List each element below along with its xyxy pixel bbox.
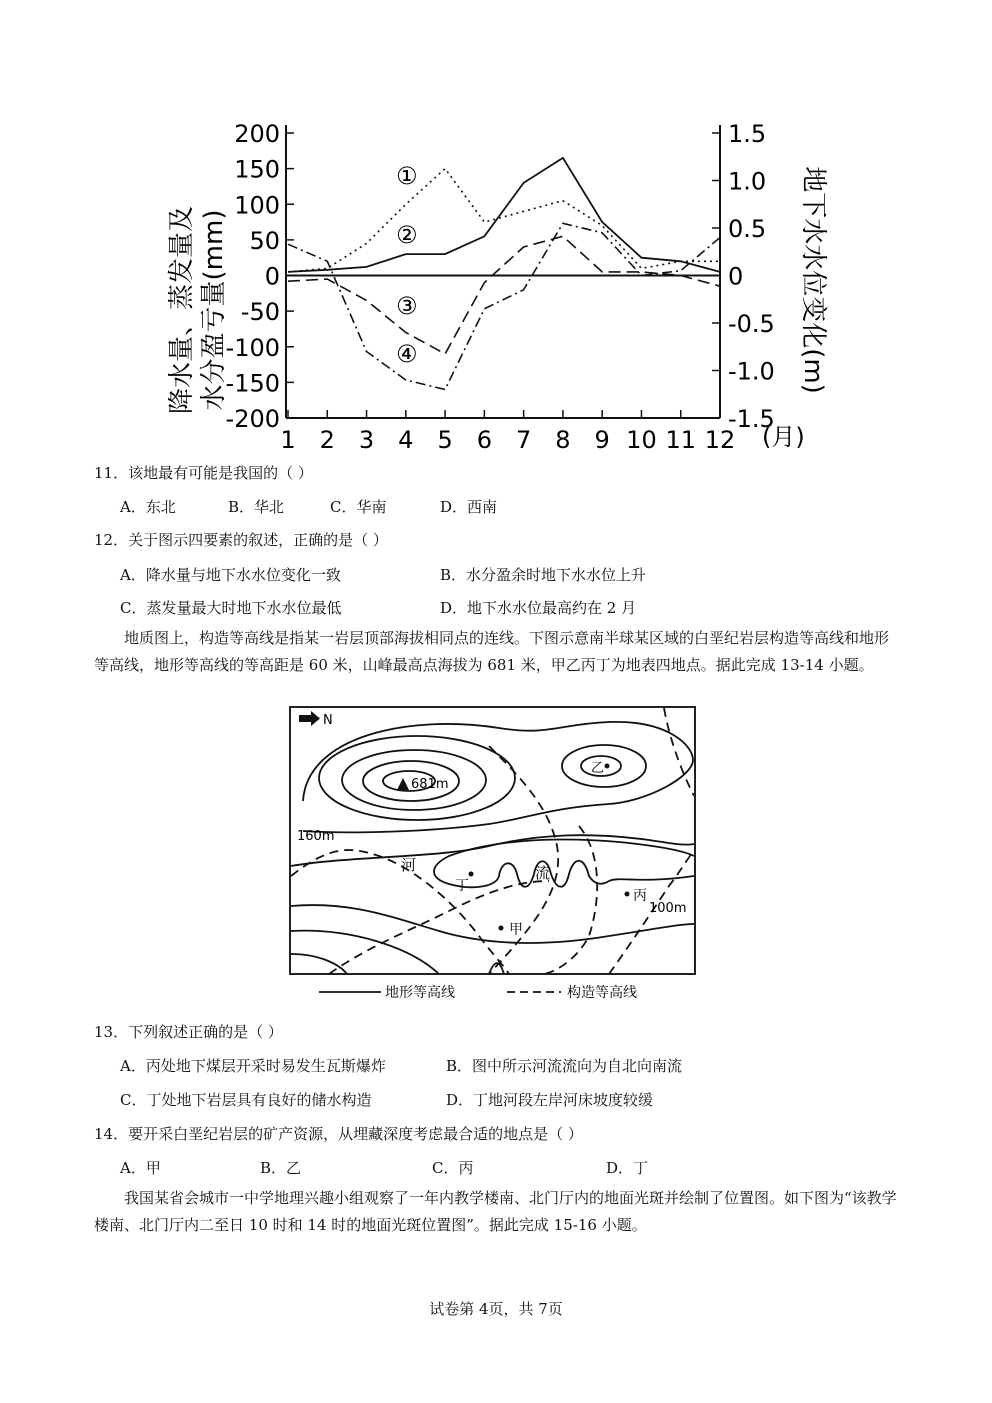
- left-axis-label-2: 水分盈亏量(mm): [199, 209, 229, 411]
- series-line-2: [288, 158, 720, 272]
- river-label-1: 河: [401, 856, 417, 874]
- contour-label-160: 160m: [297, 829, 335, 844]
- q12-stem: 12．关于图示四要素的叙述，正确的是（ ）: [94, 531, 388, 549]
- peak-label: 681m: [411, 777, 449, 792]
- page-footer: 试卷第 4页，共 7页: [429, 1300, 563, 1318]
- right-tick-label: 1.5: [728, 120, 767, 148]
- q11-stem: 11．该地最有可能是我国的（ ）: [94, 464, 313, 482]
- x-tick-label: 2: [319, 426, 335, 454]
- marker-2: ②: [396, 221, 418, 249]
- x-tick-label: 9: [594, 426, 610, 454]
- contour-label-100: 100m: [649, 901, 687, 916]
- right-tick-label: -1.0: [728, 357, 775, 386]
- q12-option-d[interactable]: D．地下水水位最高约在 2 月: [440, 599, 637, 617]
- chart-axes: [286, 125, 720, 418]
- series-line-3: [288, 236, 720, 354]
- right-tick-label: -0.5: [728, 310, 775, 338]
- legend-dashed-label: 构造等高线: [567, 985, 637, 1001]
- right-tick-label: -1.5: [728, 405, 775, 433]
- q14-stem: 14．要开采白垩纪岩层的矿产资源，从埋藏深度考虑最合适的地点是（ ）: [94, 1125, 583, 1143]
- q14-option-d[interactable]: D．丁: [606, 1159, 649, 1177]
- series-line-4: [288, 223, 720, 389]
- north-label: N: [323, 713, 333, 728]
- q11-option-b[interactable]: B．华北: [228, 498, 285, 516]
- right-tick-label: 0.5: [728, 215, 767, 243]
- point-yi-label: 乙: [591, 761, 605, 776]
- left-tick-label: 0: [264, 262, 280, 291]
- q11-option-c[interactable]: C．华南: [330, 498, 387, 516]
- left-tick-label: -150: [225, 369, 280, 398]
- marker-4: ④: [396, 340, 418, 368]
- x-tick-label: 7: [515, 426, 532, 454]
- contour-map: [289, 706, 700, 1002]
- chart-series: [288, 158, 720, 390]
- q11-option-a[interactable]: A．东北: [120, 498, 176, 516]
- q13-option-d[interactable]: D．丁地河段左岸河床坡度较缓: [446, 1091, 654, 1109]
- right-tick-label: 0: [728, 262, 744, 291]
- marker-1: ①: [396, 162, 418, 190]
- q13-option-c[interactable]: C．丁处地下岩层具有良好的储水构造: [120, 1091, 372, 1109]
- context-paragraph-2: 我国某省会城市一中学地理兴趣小组观察了一年内教学楼南、北门厅内的地面光斑并绘制了位置图。如下图为“该教学楼南、北门厅内二至日 10 时和 14 时的地面光斑位置图”。据此完成 15-16 小题。: [94, 1189, 897, 1234]
- q14-option-a[interactable]: A．甲: [120, 1159, 161, 1177]
- q13-stem: 13．下列叙述正确的是（ ）: [94, 1023, 283, 1041]
- x-tick-label: 3: [358, 426, 375, 454]
- x-tick-label: 10: [626, 426, 657, 454]
- q12-option-c[interactable]: C．蒸发量最大时地下水水位最低: [120, 599, 342, 617]
- legend-solid-label: 地形等高线: [385, 985, 455, 1001]
- left-tick-label: -50: [240, 298, 280, 327]
- x-tick-label: 8: [555, 426, 571, 454]
- x-tick-label: 11: [665, 426, 697, 454]
- context-paragraph-1: 地质图上，构造等高线是指某一岩层顶部海拔相同点的连线。下图示意南半球某区域的白垩纪岩层构造等高线和地形等高线，地形等高线的等高距是 60 米，山峰最高点海拔为 681 米，甲乙丙丁为地表四地点。据此完成 13-14 小题。: [94, 629, 890, 674]
- q13-option-a[interactable]: A．丙处地下煤层开采时易发生瓦斯爆炸: [120, 1057, 386, 1075]
- right-axis-label: 地下水水位变化(m): [798, 166, 828, 394]
- left-tick-label: -100: [225, 333, 280, 362]
- q13-option-b[interactable]: B．图中所示河流流向为自北向南流: [446, 1057, 683, 1075]
- q11-option-d[interactable]: D．西南: [440, 498, 498, 516]
- q14-option-b[interactable]: B．乙: [260, 1159, 302, 1177]
- series-line-1: [288, 169, 720, 272]
- chart-tick-labels: [226, 120, 775, 454]
- point-jia-label: 甲: [509, 922, 523, 938]
- left-tick-label: 200: [234, 120, 280, 148]
- left-tick-label: 100: [234, 191, 280, 220]
- q12-option-b[interactable]: B．水分盈余时地下水水位上升: [440, 566, 647, 584]
- right-tick-label: 1.0: [728, 167, 767, 196]
- x-tick-label: 4: [398, 426, 414, 454]
- water-balance-chart: [150, 110, 828, 460]
- river-label-2: 流: [535, 864, 551, 882]
- marker-3: ③: [396, 292, 418, 320]
- x-tick-label: 12: [704, 426, 736, 454]
- q12-option-a[interactable]: A．降水量与地下水水位变化一致: [120, 566, 341, 584]
- left-tick-label: -200: [225, 405, 280, 433]
- point-bing-label: 丙: [633, 888, 647, 904]
- left-tick-label: 50: [249, 226, 280, 255]
- x-tick-label: 1: [280, 426, 296, 454]
- point-ding-label: 丁: [455, 878, 469, 894]
- x-tick-label: 5: [437, 426, 453, 454]
- q14-option-c[interactable]: C．丙: [432, 1159, 474, 1177]
- x-unit-label: (月): [762, 423, 805, 451]
- x-tick-label: 6: [476, 426, 493, 454]
- left-axis-label-1: 降水量、蒸发量及: [167, 205, 197, 415]
- left-tick-label: 150: [234, 155, 280, 184]
